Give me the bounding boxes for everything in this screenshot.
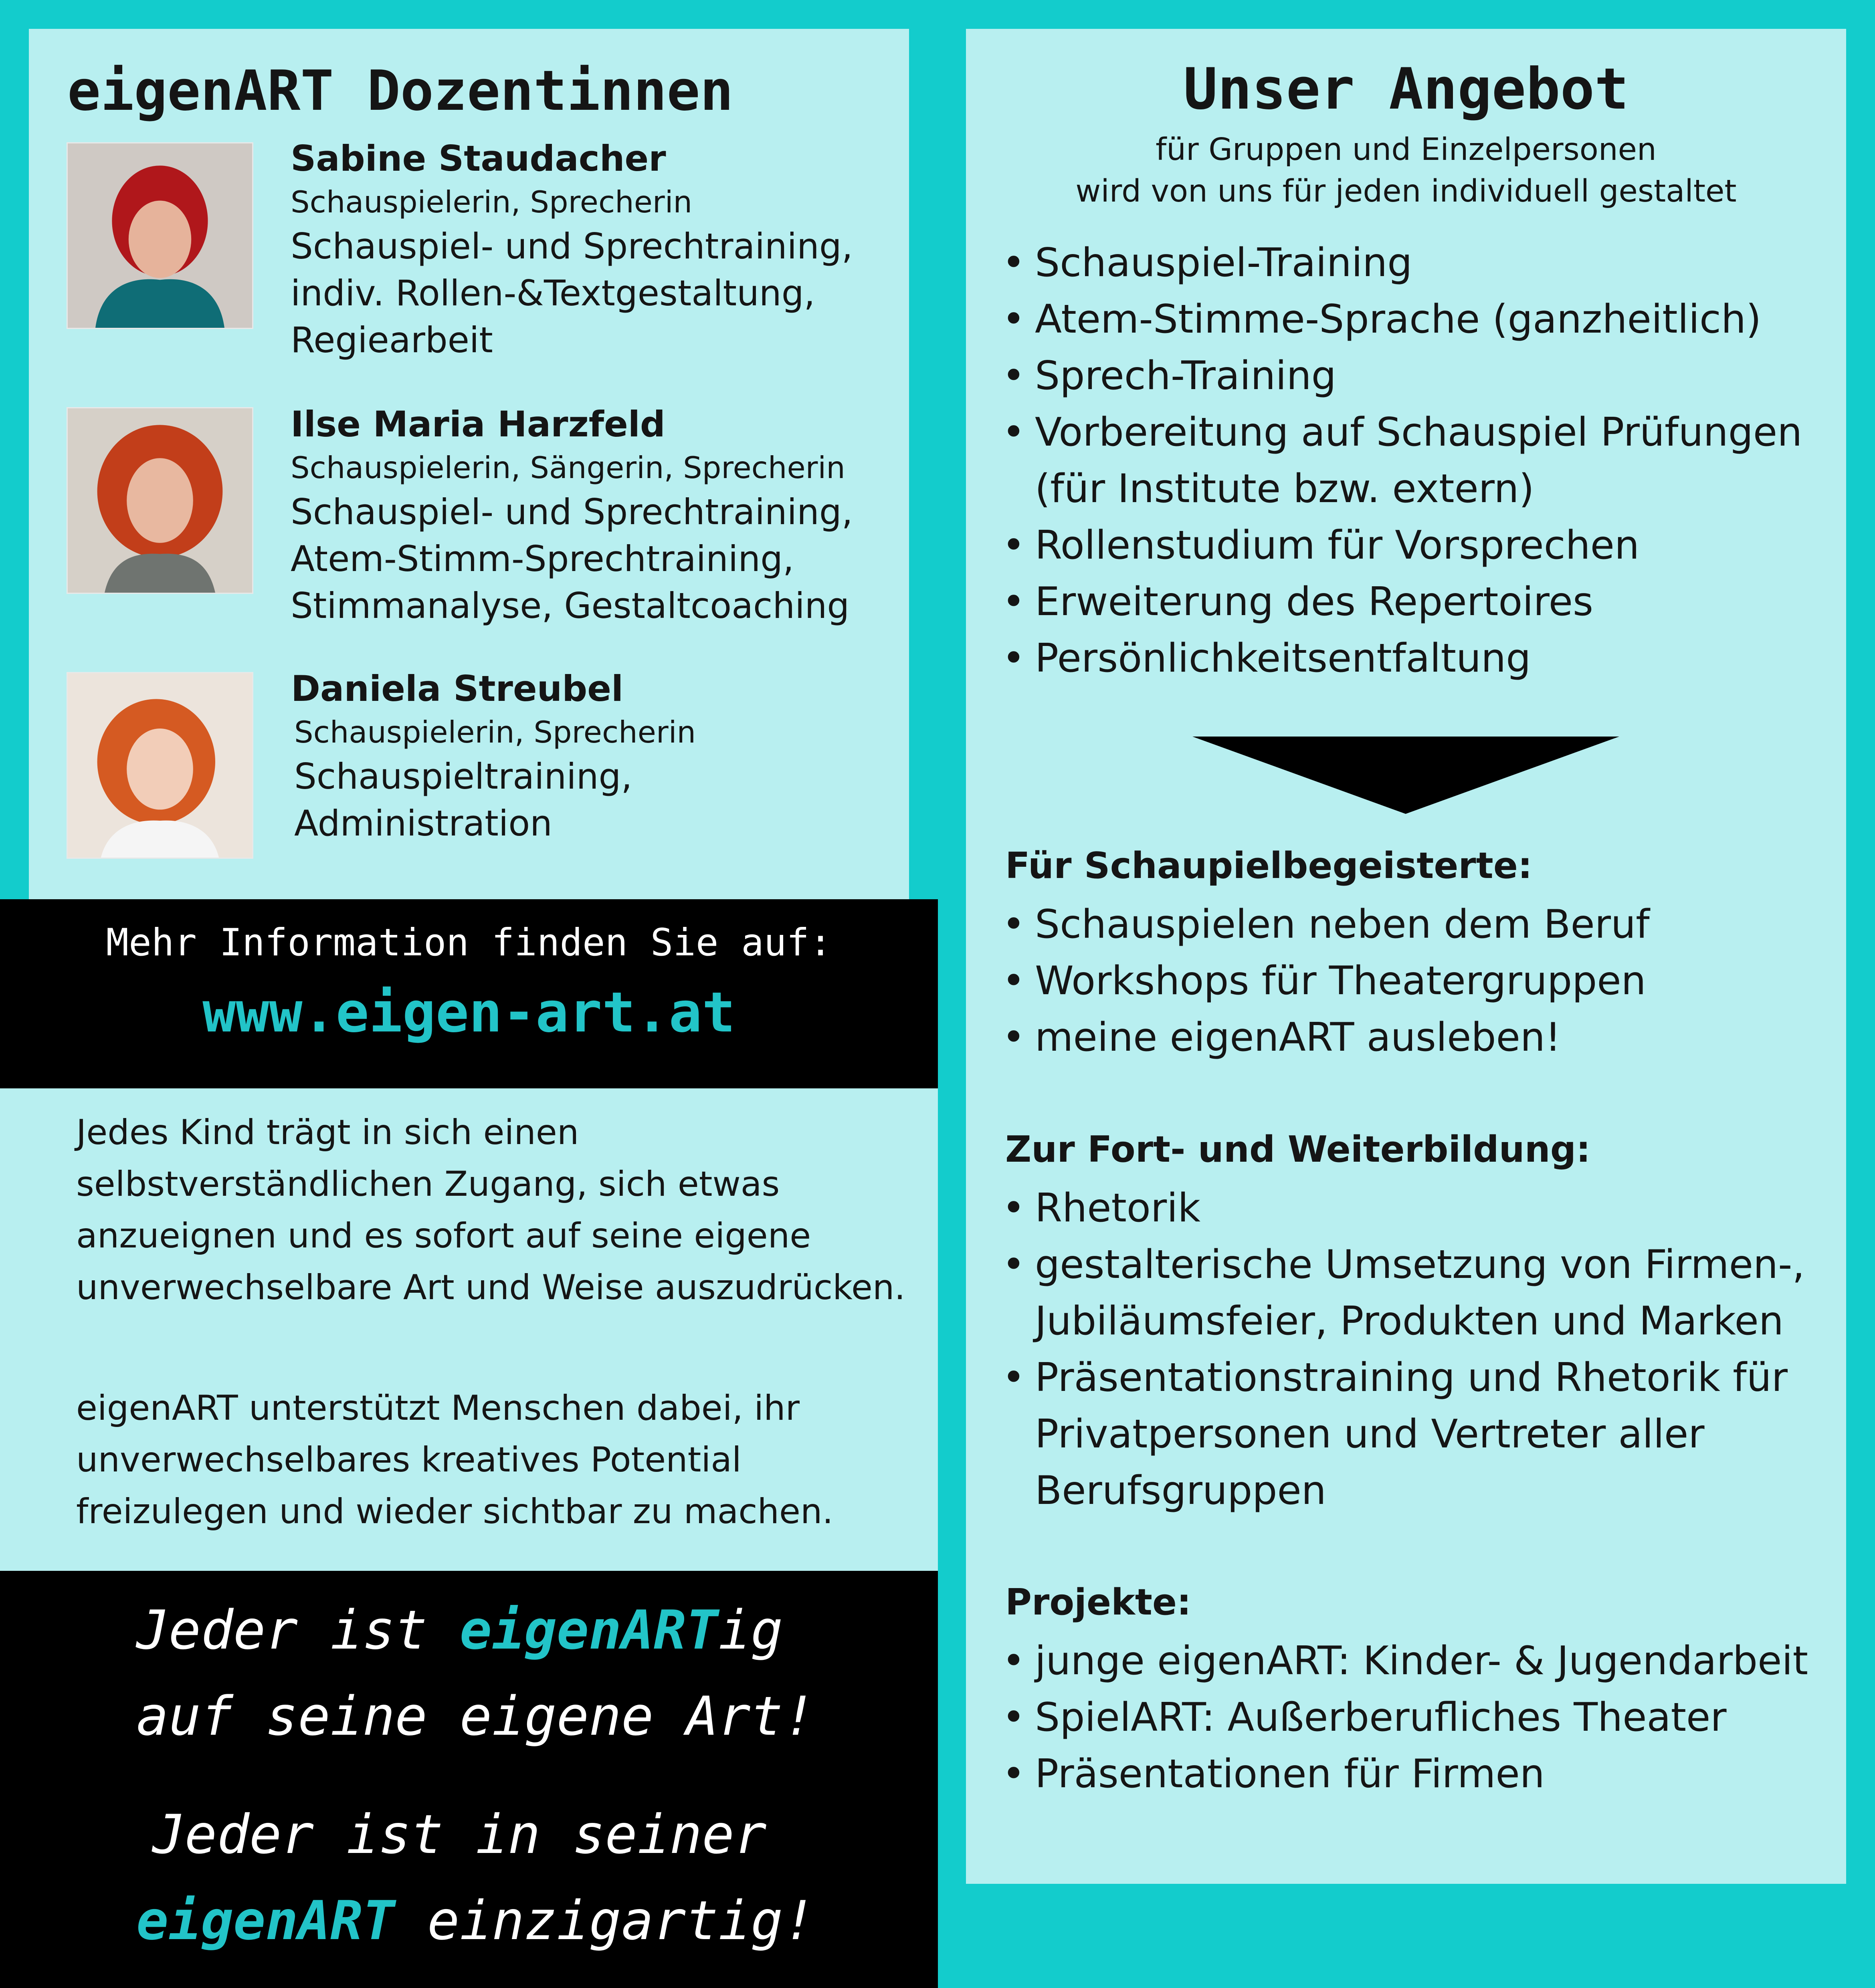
training-list (1002, 1180, 1844, 1519)
lecturer-name: Ilse Maria Harzfeld (291, 404, 665, 445)
about-paragraph-2: eigenART unterstützt Menschen dabei, ihr unverwechselbares kreatives Potential freizulegen und wieder sichtbar zu machen. (76, 1388, 833, 1532)
list-item: • Präsentationen für Firmen (1002, 1746, 1844, 1802)
slogan-line-3: Jeder ist in seiner (152, 1803, 767, 1866)
list-item: • junge eigenART: Kinder- & Jugendarbeit (1002, 1633, 1844, 1689)
list-item: • meine eigenART ausleben! (1002, 1009, 1844, 1066)
offer-subtitle-2: wird von uns für jeden individuell gestaltet (1075, 174, 1737, 209)
bullet-dot: • (1002, 1638, 1025, 1684)
list-item: • Rollenstudium für Vorsprechen (1002, 517, 1844, 574)
bullet-dot: • (1002, 1185, 1025, 1231)
lecturer-1 (291, 136, 900, 363)
projects-heading: Projekte: (1005, 1581, 1191, 1623)
slogan-text: einzigartig! (395, 1889, 816, 1952)
list-item: • SpielART: Außerberufliches Theater (1002, 1689, 1844, 1746)
list-item: • Schauspiel-Training (1002, 235, 1844, 291)
lecturer-3 (291, 666, 903, 847)
bullet-dot: • (1002, 1015, 1025, 1060)
list-item: • Atem-Stimme-Sprache (ganzheitlich) (1002, 291, 1844, 348)
list-item: • Vorbereitung auf Schauspiel Prüfungen (für Institute bzw. extern) (1002, 404, 1844, 517)
bullet-dot: • (1002, 902, 1025, 947)
list-item: • Rhetorik (1002, 1180, 1844, 1237)
slogan-line-2: auf seine eigene Art! (136, 1685, 816, 1748)
bullet-dot: • (1002, 579, 1025, 625)
list-item: • Sprech-Training (1002, 348, 1844, 404)
lecturer-name: Daniela Streubel (291, 668, 624, 709)
bullet-dot: • (1002, 1751, 1025, 1797)
list-item: • gestalterische Umsetzung von Firmen-, Jubiläumsfeier, Produkten und Marken (1002, 1237, 1844, 1350)
lecturer-2 (291, 402, 900, 629)
bullet-dot: • (1002, 636, 1025, 681)
list-item: • Workshops für Theatergruppen (1002, 953, 1844, 1009)
bullet-dot: • (1002, 410, 1025, 455)
slogan-line-4 (136, 1889, 815, 1952)
lecturer-role: Schauspielerin, Sängerin, Sprecherin (291, 450, 845, 485)
slogan-highlight: eigenART (459, 1599, 719, 1661)
lecturer-role: Schauspielerin, Sprecherin (291, 184, 693, 220)
bullet-dot: • (1002, 1355, 1025, 1401)
website-link[interactable]: www.eigen-art.at (202, 980, 735, 1045)
slogan-text: ig (718, 1599, 783, 1661)
offer-list (1002, 235, 1844, 687)
lecturer-focus: Schauspieltraining, Administration (294, 756, 632, 844)
info-label: Mehr Information finden Sie auf: (106, 921, 832, 965)
slogan-text: Jeder ist (136, 1599, 460, 1661)
list-item: • Präsentationstraining und Rhetorik für Privatpersonen und Vertreter aller Berufsgruppen (1002, 1350, 1844, 1519)
lecturer-focus: Schauspiel- und Sprechtraining, Atem-Stimm-Sprechtraining, Stimmanalyse, Gestaltcoaching (291, 491, 853, 626)
lecturer-photo-2 (67, 407, 253, 594)
bullet-dot: • (1002, 353, 1025, 399)
training-heading: Zur Fort- und Weiterbildung: (1005, 1128, 1591, 1171)
lecturer-role: Schauspielerin, Sprecherin (294, 714, 696, 750)
list-item: • Persönlichkeitsentfaltung (1002, 630, 1844, 687)
list-item: • Schauspielen neben dem Beruf (1002, 896, 1844, 953)
bullet-dot: • (1002, 240, 1025, 286)
bullet-dot: • (1002, 1242, 1025, 1288)
lecturer-name: Sabine Staudacher (291, 138, 666, 179)
lecturer-photo-1 (67, 142, 253, 329)
slogan-highlight: eigenART (136, 1889, 395, 1952)
enthusiasts-heading: Für Schaupielbegeisterte: (1005, 845, 1532, 887)
offer-title: Unser Angebot (1183, 56, 1629, 122)
bullet-dot: • (1002, 297, 1025, 342)
enthusiasts-list (1002, 896, 1844, 1066)
down-arrow-icon (1192, 737, 1619, 814)
slogan-line-1 (136, 1599, 783, 1661)
projects-list (1002, 1633, 1844, 1802)
bullet-dot: • (1002, 523, 1025, 568)
bullet-dot: • (1002, 958, 1025, 1004)
lecturer-photo-3 (67, 672, 253, 859)
about-paragraph-1: Jedes Kind trägt in sich einen selbstverständlichen Zugang, sich etwas anzueignen und es sofort auf seine eigene unverwechselbare Art und Weise auszudrücken. (76, 1112, 905, 1308)
lecturers-title: eigenART Dozentinnen (67, 59, 733, 123)
lecturer-focus: Schauspiel- und Sprechtraining, indiv. Rollen-&Textgestaltung, Regiearbeit (291, 226, 853, 361)
bullet-dot: • (1002, 1695, 1025, 1740)
offer-subtitle-1: für Gruppen und Einzelpersonen (1156, 132, 1657, 168)
list-item: • Erweiterung des Repertoires (1002, 574, 1844, 630)
